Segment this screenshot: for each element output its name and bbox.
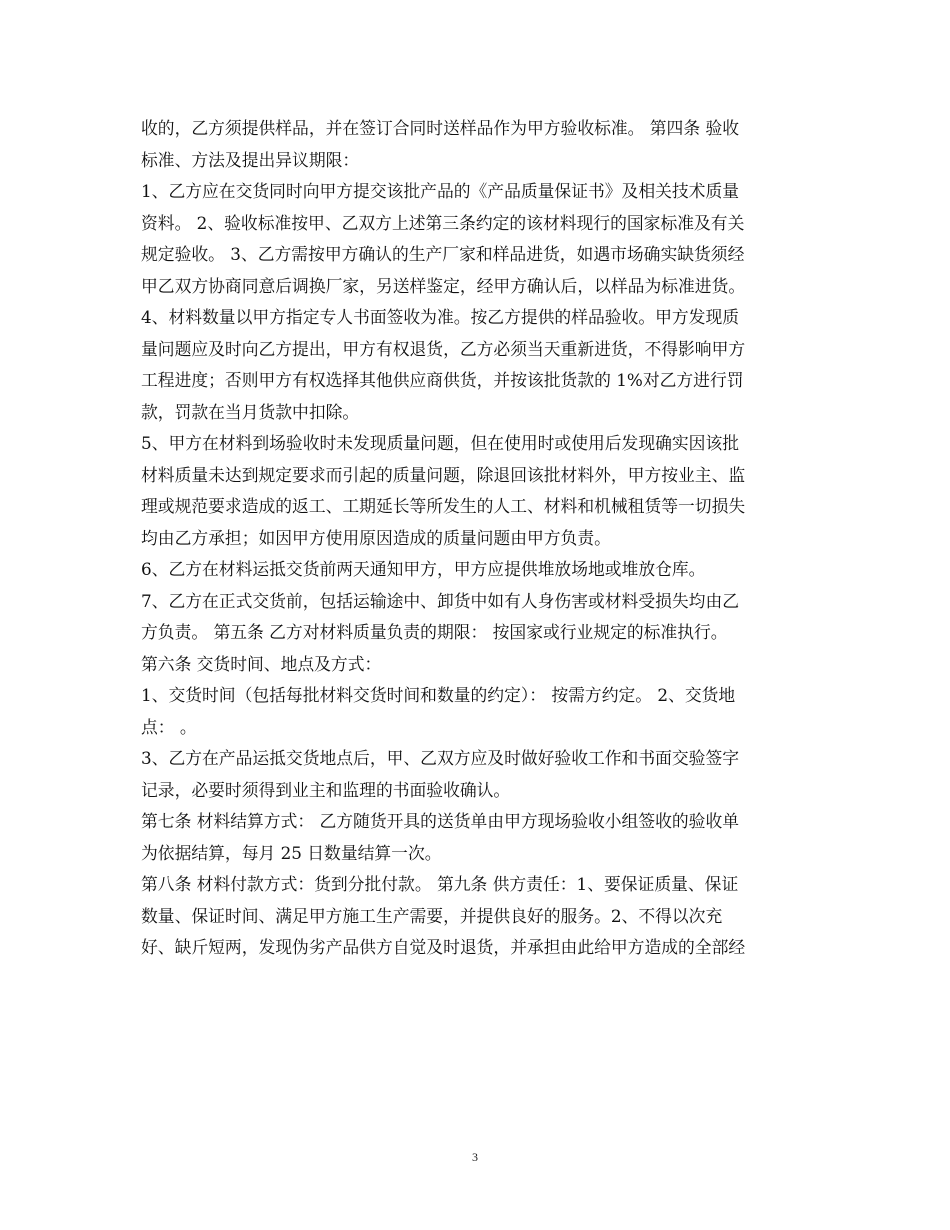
text-line: 款，罚款在当月货款中扣除。 [141, 401, 360, 422]
text-line: 第八条 材料付款方式：货到分批付款。 第九条 供方责任：1、要保证质量、保证 [141, 874, 739, 894]
text-line: 4、材料数量以甲方指定专人书面签收为准。按乙方提供的样品验收。甲方发现质 [141, 307, 740, 327]
text-line: 量问题应及时向乙方提出，甲方有权退货，乙方必须当天重新进货，不得影响甲方 [141, 338, 746, 359]
text-line: 1、交货时间（包括每批材料交货时间和数量的约定）： 按需方约定。 2、交货地 [141, 685, 736, 705]
text-line: 第七条 材料结算方式： 乙方随货开具的送货单由甲方现场验收小组签收的验收单 [141, 811, 740, 831]
text-line: 1、乙方应在交货同时向甲方提交该批产品的《产品质量保证书》及相关技术质量 [141, 181, 740, 201]
page-number: 3 [472, 1150, 478, 1164]
text-line: 3、乙方在产品运抵交货地点后，甲、乙双方应及时做好验收工作和书面交验签字 [141, 748, 740, 768]
text-line: 记录，必要时须得到业主和监理的书面验收确认。 [141, 779, 511, 800]
text-line: 收的，乙方须提供样品，并在签订合同时送样品作为甲方验收标准。 第四条 验收 [141, 118, 740, 138]
text-line: 方负责。 第五条 乙方对材料质量负责的期限： 按国家或行业规定的标准执行。 [141, 622, 728, 642]
text-line: 标准、方法及提出异议期限： [141, 149, 360, 170]
text-line: 7、乙方在正式交货前，包括运输途中、卸货中如有人身伤害或材料受损失均由乙 [141, 590, 740, 611]
text-line: 好、缺斤短两，发现伪劣产品供方自觉及时退货，并承担由此给甲方造成的全部经 [141, 937, 746, 957]
text-line: 规定验收。 3、乙方需按甲方确认的生产厂家和样品进货，如遇市场确实缺货须经 [141, 244, 745, 264]
text-line: 5、甲方在材料到场验收时未发现质量问题，但在使用时或使用后发现确实因该批 [141, 433, 740, 453]
text-line: 材料质量未达到规定要求而引起的质量问题，除退回该批材料外，甲方按业主、监 [141, 464, 746, 485]
text-line: 点： 。 [141, 716, 197, 737]
text-line: 第六条 交货时间、地点及方式： [141, 653, 382, 674]
text-line: 工程进度；否则甲方有权选择其他供应商供货，并按该批货款的 1%对乙方进行罚 [141, 370, 744, 390]
text-line: 6、乙方在材料运抵交货前两天通知甲方，甲方应提供堆放场地或堆放仓库。 [141, 559, 706, 579]
document-body [141, 113, 821, 964]
text-line: 资料。 2、验收标准按甲、乙双方上述第三条约定的该材料现行的国家标准及有关 [141, 212, 745, 233]
text-line: 甲乙双方协商同意后调换厂家，另送样鉴定，经甲方确认后，以样品为标准进货。 [141, 275, 746, 296]
text-line: 理或规范要求造成的返工、工期延长等所发生的人工、材料和机械租赁等一切损失 [141, 496, 746, 516]
text-line: 均由乙方承担；如因甲方使用原因造成的质量问题由甲方负责。 [141, 527, 611, 548]
text-line: 数量、保证时间、满足甲方施工生产需要，并提供良好的服务。2、不得以次充 [141, 905, 723, 926]
text-line: 为依据结算，每月 25 日数量结算一次。 [141, 842, 442, 863]
